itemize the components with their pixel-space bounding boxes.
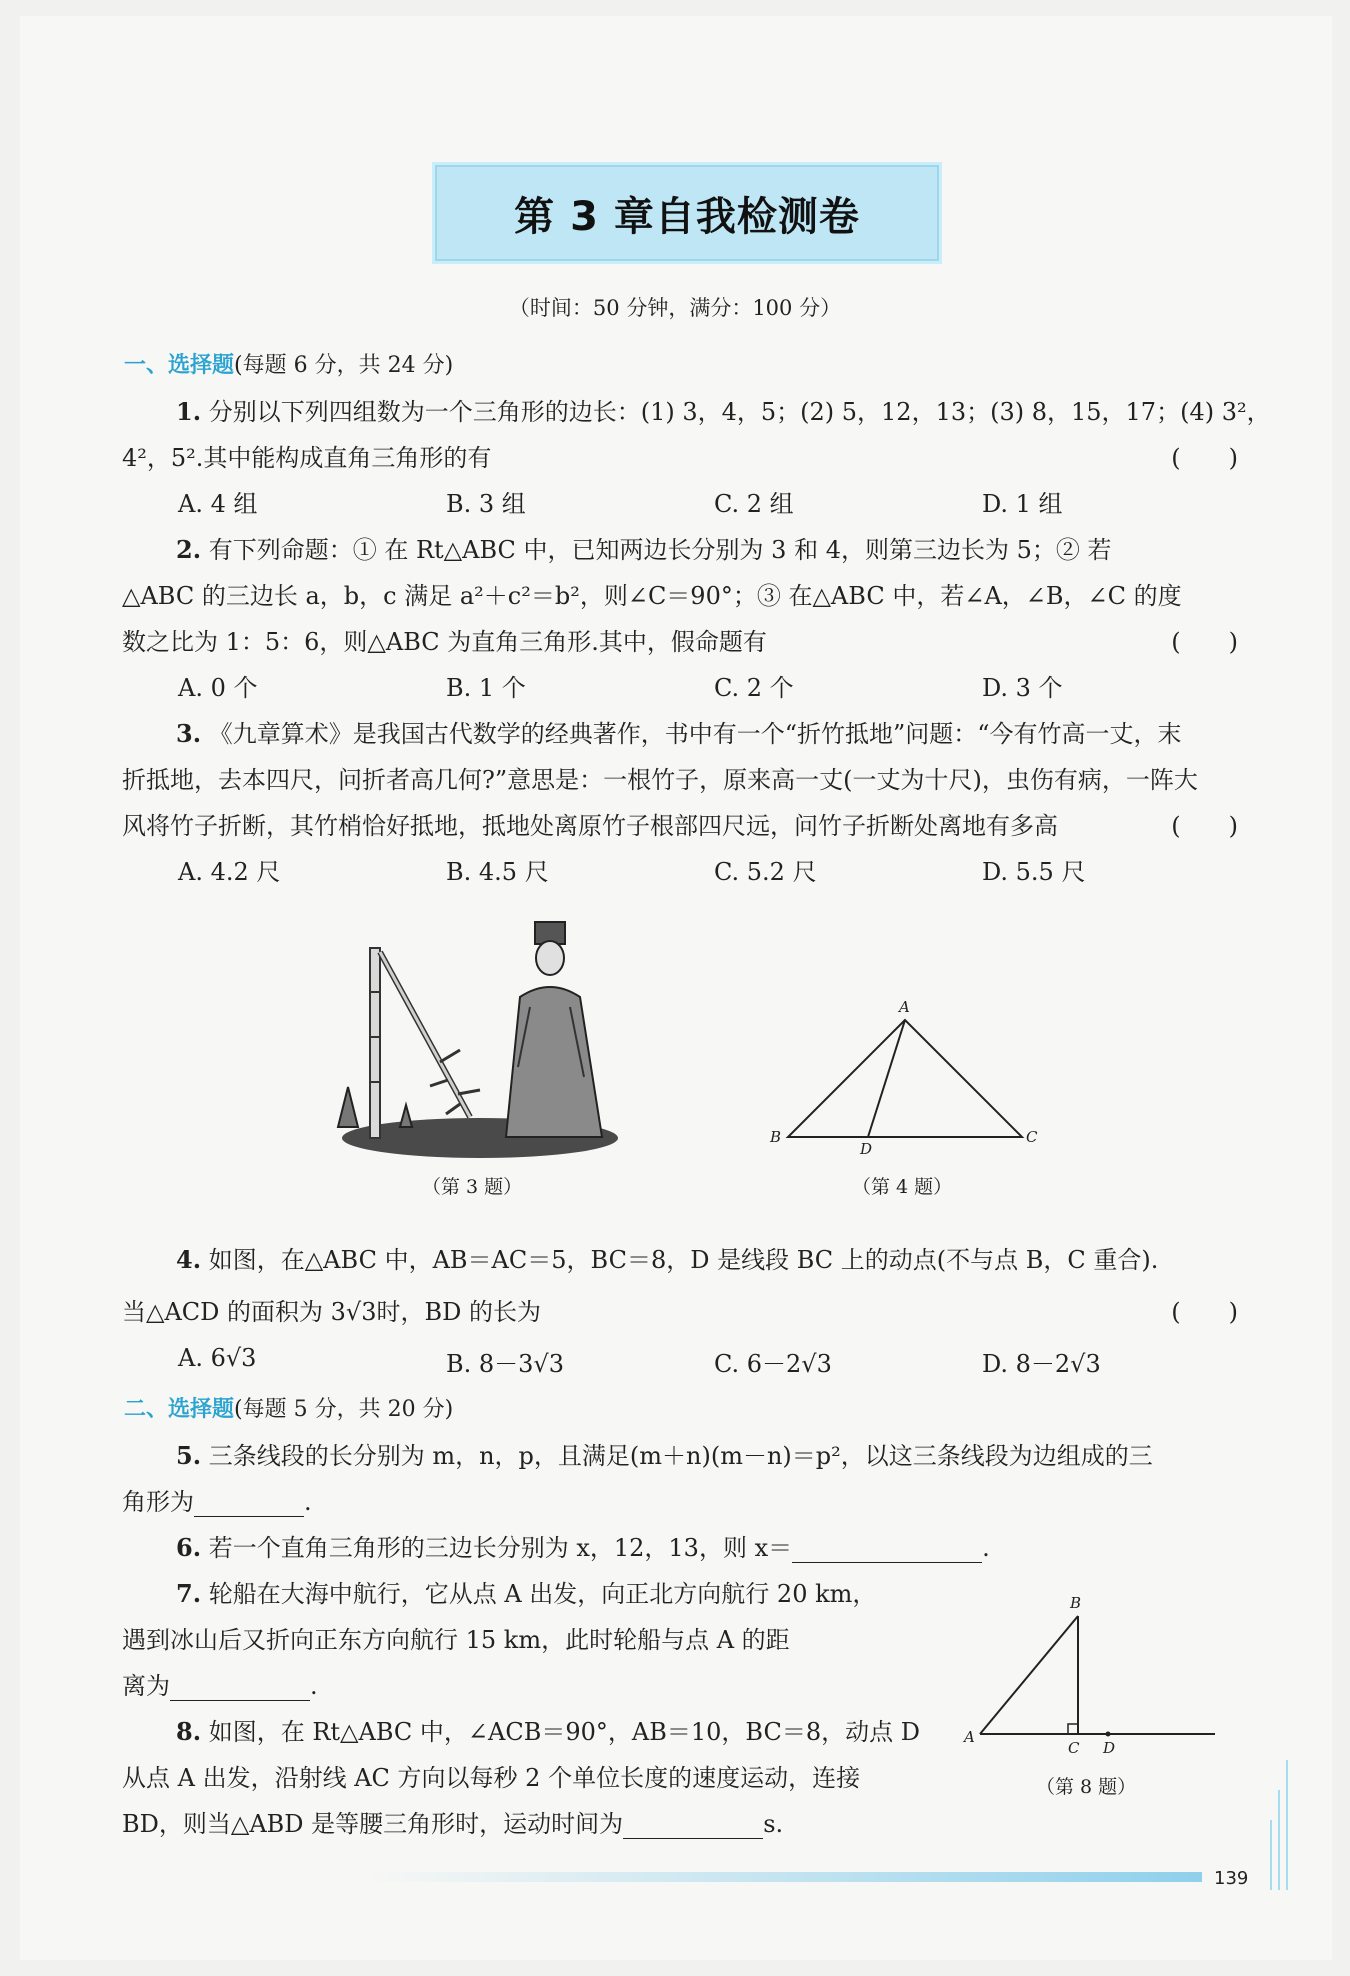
q2-number: 2. <box>176 535 202 564</box>
q3-text1: 《九章算术》是我国古代数学的经典著作，书中有一个“折竹抵地”问题：“今有竹高一丈，末 <box>208 720 1182 748</box>
q5-end: . <box>304 1488 312 1516</box>
footer-bar <box>370 1872 1202 1882</box>
q1-answer-paren: ( ) <box>1171 444 1238 472</box>
q2-option-c: C. 2 个 <box>714 674 794 702</box>
q7-answer-blank[interactable] <box>170 1672 310 1701</box>
q8-line1 <box>176 1712 920 1747</box>
q8-text3: BD，则当△ABD 是等腰三角形时，运动时间为 <box>122 1810 624 1838</box>
point-d <box>1106 1732 1111 1737</box>
label-c: C <box>1026 1128 1038 1146</box>
q6-number: 6. <box>176 1533 202 1562</box>
section-2-heading <box>124 1392 453 1423</box>
bamboo-stalk <box>370 948 480 1138</box>
q4-option-a: A. 6√3 <box>178 1344 257 1372</box>
label-b: B <box>1070 1594 1082 1612</box>
q3-line1 <box>176 714 1182 749</box>
q3-answer-paren: ( ) <box>1171 812 1238 840</box>
q2-line3: 数之比为 1：5：6，则△ABC 为直角三角形.其中，假命题有 <box>122 628 767 656</box>
q4-line2: 当△ACD 的面积为 3√3时，BD 的长为 <box>122 1298 541 1326</box>
fig4-caption: （第 4 题） <box>852 1176 953 1198</box>
q1-line2: 4²，5².其中能构成直角三角形的有 <box>122 444 492 472</box>
q7-line3 <box>122 1666 318 1701</box>
q6-end: . <box>982 1534 990 1562</box>
q4-line1 <box>176 1240 1158 1275</box>
q3-number: 3. <box>176 719 202 748</box>
q1-number: 1. <box>176 397 202 426</box>
q2-answer-paren: ( ) <box>1171 628 1238 656</box>
label-d: D <box>860 1140 873 1155</box>
section-1-title: 一、选择题 <box>124 353 235 378</box>
bamboo-illustration <box>320 912 620 1162</box>
label-a: A <box>899 998 910 1016</box>
q4-option-b: B. 8－3√3 <box>446 1350 564 1378</box>
q5-answer-blank[interactable] <box>194 1488 304 1517</box>
q3-line2: 折抵地，去本四尺，问折者高几何?”意思是：一根竹子，原来高一丈(一丈为十尺)，虫伤有病，一阵大 <box>122 766 1198 794</box>
q7-end: . <box>310 1672 318 1700</box>
q3-option-a: A. 4.2 尺 <box>178 858 281 886</box>
q2-line1 <box>176 530 1112 565</box>
section-2-title: 二、选择题 <box>124 1397 235 1422</box>
q4-option-c: C. 6－2√3 <box>714 1350 832 1378</box>
q5-number: 5. <box>176 1441 202 1470</box>
q2-option-d: D. 3 个 <box>982 674 1063 702</box>
q8-number: 8. <box>176 1717 202 1746</box>
q4-number: 4. <box>176 1245 202 1274</box>
label-b: B <box>770 1128 782 1146</box>
q5-text2: 角形为 <box>122 1488 194 1516</box>
right-angle-mark <box>1068 1724 1078 1734</box>
page-number: 139 <box>1214 1868 1249 1889</box>
q6-text: 若一个直角三角形的三边长分别为 x，12，13，则 x＝ <box>208 1534 793 1562</box>
q7-text1: 轮船在大海中航行，它从点 A 出发，向正北方向航行 20 km， <box>208 1580 877 1608</box>
q1-option-d: D. 1 组 <box>982 490 1063 518</box>
q1-option-b: B. 3 组 <box>446 490 526 518</box>
fig8-caption: （第 8 题） <box>1036 1776 1137 1798</box>
q7-line1 <box>176 1574 876 1609</box>
q6-answer-blank[interactable] <box>792 1534 982 1563</box>
q1-option-c: C. 2 组 <box>714 490 794 518</box>
fig3-caption: （第 3 题） <box>422 1176 523 1198</box>
q5-line1 <box>176 1436 1153 1471</box>
q2-option-a: A. 0 个 <box>178 674 258 702</box>
q1-line1 <box>176 392 1271 427</box>
q4-text1: 如图，在△ABC 中，AB＝AC＝5，BC＝8，D 是线段 BC 上的动点(不与点 B，C 重合). <box>208 1246 1159 1274</box>
q4-answer-paren: ( ) <box>1171 1298 1238 1326</box>
q5-line2 <box>122 1482 312 1517</box>
q8-line2: 从点 A 出发，沿射线 AC 方向以每秒 2 个单位长度的速度运动，连接 <box>122 1764 861 1792</box>
section-2-note: (每题 5 分，共 20 分) <box>234 1397 454 1422</box>
q3-option-d: D. 5.5 尺 <box>982 858 1086 886</box>
q8-end: s. <box>763 1810 784 1838</box>
scholar-figure <box>506 922 602 1137</box>
q2-line2: △ABC 的三边长 a，b，c 满足 a²＋c²＝b²，则∠C＝90°；③ 在△ABC 中，若∠A，∠B，∠C 的度 <box>122 582 1182 610</box>
label-d: D <box>1103 1739 1116 1757</box>
q8-line3 <box>122 1804 783 1839</box>
section-1-heading <box>124 348 453 379</box>
q8-text1: 如图，在 Rt△ABC 中，∠ACB＝90°，AB＝10，BC＝8，动点 D <box>208 1718 920 1746</box>
q1-option-a: A. 4 组 <box>178 490 258 518</box>
footer-decor-lines <box>1270 1760 1300 1890</box>
fig8-right-triangle-diagram <box>960 1588 1230 1758</box>
exam-meta: （时间：50 分钟，满分：100 分） <box>508 296 842 320</box>
fig4-triangle-diagram <box>760 995 1060 1155</box>
title-banner <box>432 162 942 264</box>
q2-option-b: B. 1 个 <box>446 674 526 702</box>
page-title: 第 3 章自我检测卷 <box>514 193 860 240</box>
q7-number: 7. <box>176 1579 202 1608</box>
q3-option-c: C. 5.2 尺 <box>714 858 817 886</box>
q6-line <box>176 1528 990 1563</box>
q8-answer-blank[interactable] <box>623 1810 763 1839</box>
q5-text1: 三条线段的长分别为 m，n，p，且满足(m＋n)(m－n)＝p²，以这三条线段为边组成的三 <box>208 1442 1153 1470</box>
q4-option-d: D. 8－2√3 <box>982 1350 1101 1378</box>
label-c: C <box>1068 1739 1080 1757</box>
q2-text1: 有下列命题：① 在 Rt△ABC 中，已知两边长分别为 3 和 4，则第三边长为 5；② 若 <box>208 536 1112 564</box>
segment-ab <box>980 1616 1078 1734</box>
section-1-note: (每题 6 分，共 24 分) <box>234 353 454 378</box>
label-a: A <box>964 1728 975 1746</box>
q3-line3: 风将竹子折断，其竹梢恰好抵地，抵地处离原竹子根部四尺远，问竹子折断处离地有多高 <box>122 812 1058 840</box>
triangle-abc <box>788 1020 1022 1137</box>
q1-text1: 分别以下列四组数为一个三角形的边长：(1) 3，4，5；(2) 5，12，13；(3) 8，15，17；(4) 3²， <box>208 398 1271 426</box>
q7-line2: 遇到冰山后又折向正东方向航行 15 km，此时轮船与点 A 的距 <box>122 1626 790 1654</box>
q7-text3: 离为 <box>122 1672 170 1700</box>
q3-option-b: B. 4.5 尺 <box>446 858 549 886</box>
